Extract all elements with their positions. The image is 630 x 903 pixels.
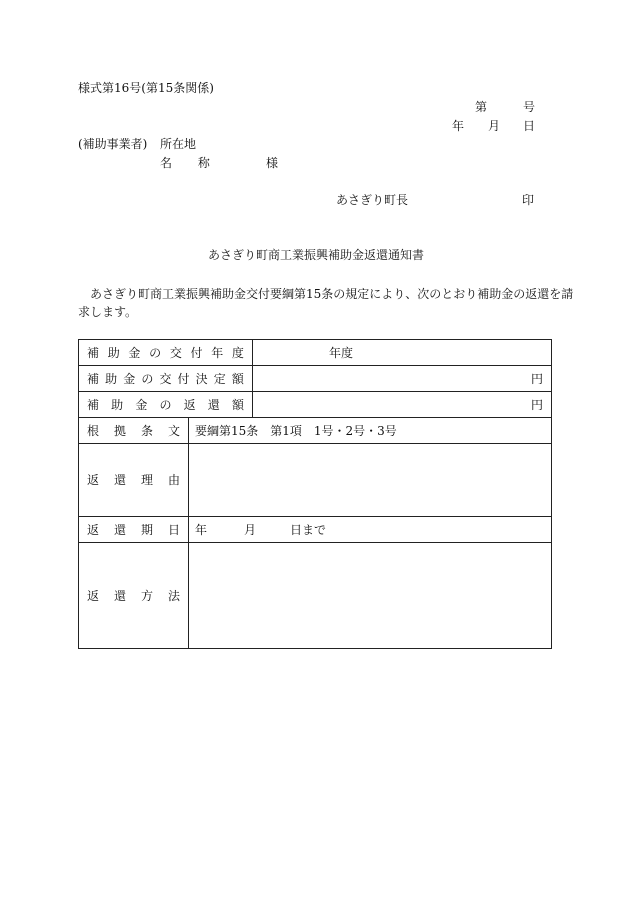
label-fiscal-year-text: 補 助 金 の 交 付 年 度 xyxy=(87,345,244,360)
body-text-line2: 求します。 xyxy=(78,305,138,319)
label-return-deadline-text: 返 還 期 日 xyxy=(87,522,180,537)
fiscal-year-suffix: 年度 xyxy=(329,345,354,360)
honorific: 様 xyxy=(266,156,279,170)
notice-table xyxy=(78,339,552,649)
value-legal-basis: 要綱第15条 第1項 1号・2号・3号 xyxy=(189,418,552,444)
label-return-method xyxy=(79,543,189,649)
value-return-deadline xyxy=(189,517,552,543)
issuer-name: あさぎり町長 xyxy=(336,193,409,207)
table-row-return-amount xyxy=(79,392,552,418)
value-return-reason xyxy=(189,444,552,517)
date-day: 日 xyxy=(523,119,536,133)
label-return-amount-text: 補 助 金 の 返 還 額 xyxy=(87,397,244,412)
address-label: 所在地 xyxy=(160,137,197,151)
table-row-fiscal-year xyxy=(79,340,552,366)
value-fiscal-year xyxy=(253,340,552,366)
label-decided-amount xyxy=(79,366,253,392)
table-row-decided-amount xyxy=(79,366,552,392)
deadline-until: 日まで xyxy=(290,522,327,537)
deadline-year: 年 xyxy=(195,522,208,537)
date-month: 月 xyxy=(488,119,501,133)
document-title: あさぎり町商工業振興補助金返還通知書 xyxy=(208,248,425,262)
yen-unit: 円 xyxy=(530,371,543,386)
doc-number-suffix: 号 xyxy=(523,100,536,114)
label-return-reason xyxy=(79,444,189,517)
seal-mark: 印 xyxy=(522,193,535,207)
form-number: 様式第16号(第15条関係) xyxy=(78,81,214,95)
applicant-label: (補助事業者) xyxy=(78,137,148,151)
table-row-return-reason xyxy=(79,444,552,517)
deadline-month: 月 xyxy=(244,522,257,537)
label-return-deadline xyxy=(79,517,189,543)
value-decided-amount xyxy=(253,366,552,392)
label-return-reason-text: 返 還 理 由 xyxy=(87,473,180,487)
doc-number-prefix: 第 xyxy=(475,100,488,114)
table-row-return-deadline xyxy=(79,517,552,543)
value-return-amount xyxy=(253,392,552,418)
yen-unit: 円 xyxy=(530,397,543,412)
name-label: 名 称 xyxy=(160,156,221,170)
label-legal-basis xyxy=(79,418,189,444)
table-row-legal-basis xyxy=(79,418,552,444)
table-row-return-method xyxy=(79,543,552,649)
date-year: 年 xyxy=(452,119,465,133)
label-decided-amount-text: 補 助 金 の 交 付 決 定 額 xyxy=(87,371,244,386)
label-return-amount xyxy=(79,392,253,418)
body-text-line1: あさぎり町商工業振興補助金交付要綱第15条の規定により、次のとおり補助金の返還を請 xyxy=(90,287,574,301)
label-return-method-text: 返 還 方 法 xyxy=(87,588,180,603)
label-fiscal-year xyxy=(79,340,253,366)
label-legal-basis-text: 根 拠 条 文 xyxy=(87,423,180,438)
value-return-method xyxy=(189,543,552,649)
